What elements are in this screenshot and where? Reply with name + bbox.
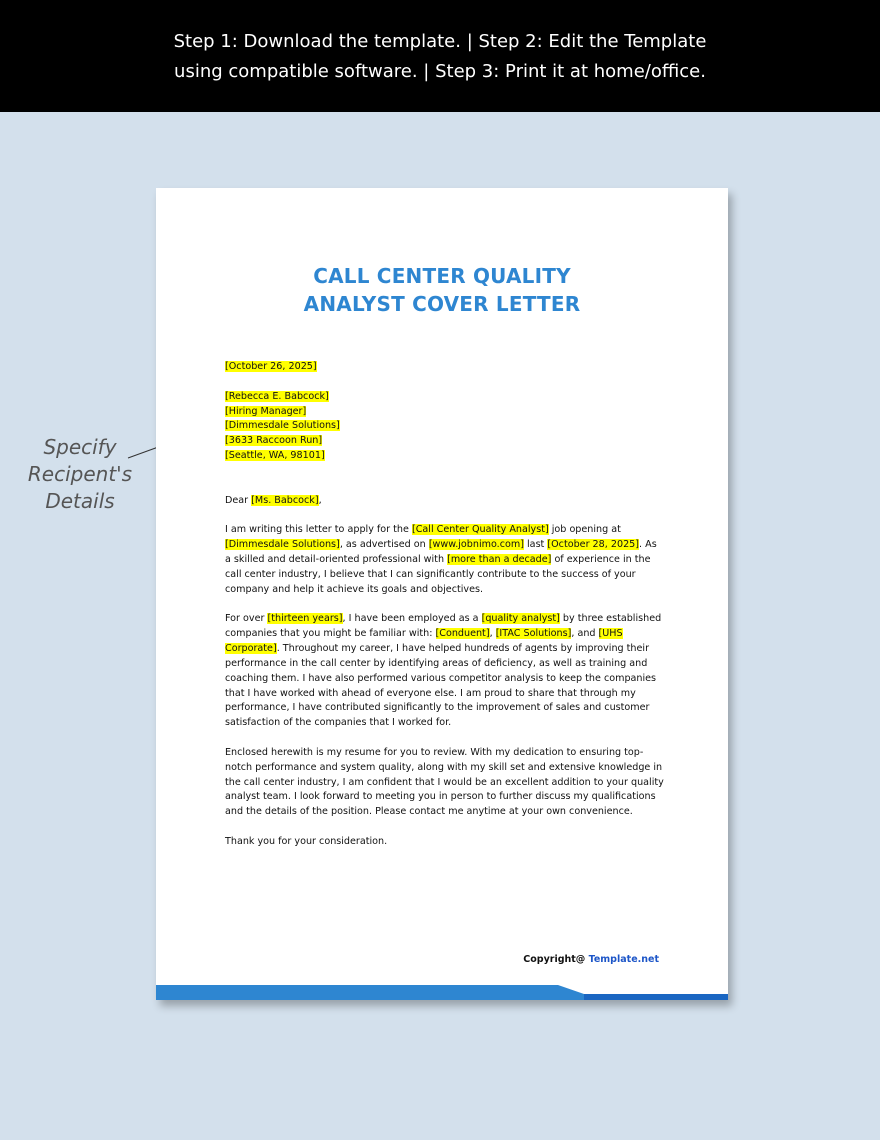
years-placeholder: [thirteen years]	[267, 613, 343, 625]
document-title	[156, 262, 728, 318]
recipient-company: [Dimmesdale Solutions]	[225, 420, 340, 432]
job-title-placeholder: [Call Center Quality Analyst]	[411, 524, 549, 536]
instructions-banner	[0, 0, 880, 112]
employer-3-placeholder: [UHS Corporate]	[225, 628, 623, 655]
callout-line-3: Details	[45, 489, 115, 513]
recipient-city: [Seattle, WA, 98101]	[225, 450, 325, 462]
paragraph-1: I am writing this letter to apply for the [Call Center Quality Analyst] job opening at [Dimmesdale Solutions], as advertised on [www.jobnimo.com] last [October 28, 2025]. As a skilled and detail-oriented professional with [more than a decade] of experience in the call center industry, I believe that I can significantly contribute to the success of your company and help it achieve its goals and objectives.	[225, 524, 657, 595]
company-placeholder: [Dimmesdale Solutions]	[225, 539, 340, 551]
salutation: Dear [Ms. Babcock],	[225, 494, 322, 506]
letter-body	[225, 360, 665, 865]
posting-date-placeholder: [October 28, 2025]	[547, 539, 640, 551]
letter-page	[156, 188, 728, 1000]
instructions-line-2: using compatible software. | Step 3: Print it at home/office.	[174, 61, 706, 82]
callout-line-2: Recipent's	[27, 462, 133, 486]
salutation-name: [Ms. Babcock]	[251, 494, 319, 506]
template-net-link[interactable]: Template.net	[588, 954, 659, 965]
recipient-street: [3633 Raccoon Run]	[225, 435, 323, 447]
paragraph-3: Enclosed herewith is my resume for you to review. With my dedication to ensuring top-notch performance and system quality, along with my skill set and extensive knowledge in the call center industry, I am confident that I would be an excellent addition to your quality analyst team. I look forward to meeting you in person to further discuss my qualifications and the details of the position. Please contact me anytime at your own convenience.	[225, 746, 664, 818]
recipient-name: [Rebecca E. Babcock]	[225, 390, 329, 402]
role-placeholder: [quality analyst]	[481, 613, 560, 625]
website-placeholder: [www.jobnimo.com]	[428, 539, 524, 551]
experience-placeholder: [more than a decade]	[447, 553, 552, 565]
recipient-title: [Hiring Manager]	[225, 405, 307, 417]
recipient-address	[225, 390, 665, 464]
closing-line: Thank you for your consideration.	[225, 836, 388, 847]
letter-date	[225, 360, 665, 375]
date-placeholder: [October 26, 2025]	[225, 361, 317, 372]
footer-color-band	[156, 985, 728, 1000]
employer-1-placeholder: [Conduent]	[435, 628, 490, 640]
title-line-2: ANALYST COVER LETTER	[303, 292, 581, 316]
instructions-line-1: Step 1: Download the template. | Step 2: Edit the Template	[173, 31, 707, 52]
copyright-notice: Copyright@ Template.net	[523, 954, 659, 965]
employer-2-placeholder: [ITAC Solutions]	[495, 628, 572, 640]
paragraph-2: For over [thirteen years], I have been employed as a [quality analyst] by three established companies that you might be familiar with: [Conduent], [ITAC Solutions], and [UHS Corporate]. Throughout my career, I have helped hundreds of agents by improving their performance in the call center by identifying areas of deficiency, as well as training and coaching them. I have also performed various competitor analysis to keep the companies that I have worked with ahead of everyone else. I am proud to share that through my performance, I have contributed significantly to the improvement of sales and customer satisfaction of the companies that I worked for.	[225, 613, 662, 729]
title-line-1: CALL CENTER QUALITY	[313, 264, 571, 288]
callout-line-1: Specify	[43, 435, 117, 459]
